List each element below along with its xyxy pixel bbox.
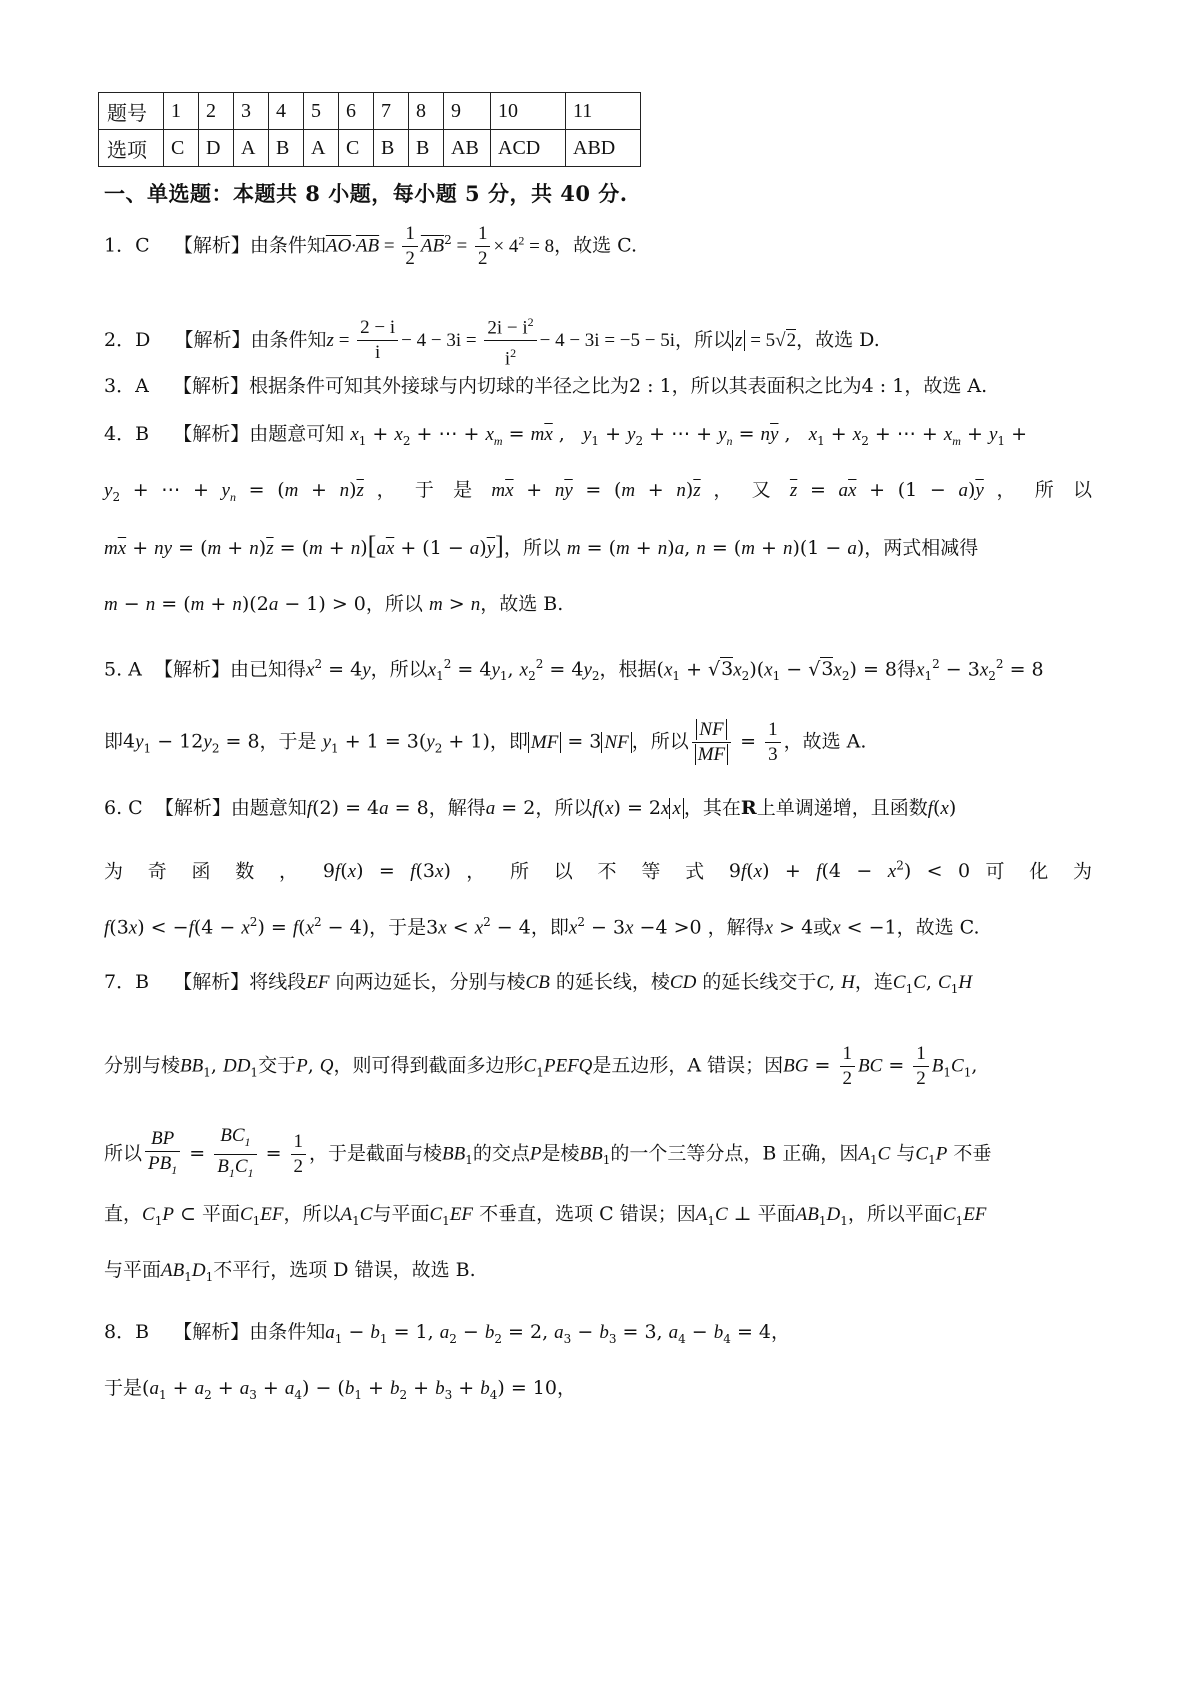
solution-text: ， — [771, 1321, 791, 1343]
question-number-cell: 10 — [491, 93, 566, 130]
answer-cell: B — [409, 130, 444, 167]
fraction: $\frac{1}{2}$ — [913, 1042, 929, 1091]
solution-text: ，其在 — [683, 797, 741, 819]
solution-7-line-3: 所以 $\frac{BP}{PB_1}$ = $\frac{BC_1}{B_1C_1}$ = $\frac{1}{2}$ ，于是截面与棱$BB_1$的交点P是棱$BB_1$的一个三等分点，B 正确，因$A_1C$ 与$C_1P$ 不垂 — [104, 1124, 1104, 1185]
solution-text: 所以 — [104, 1142, 143, 1165]
solution-text: 由题意可知 — [249, 423, 345, 445]
solution-text: ，所以 — [535, 797, 593, 819]
question-label: 7．B — [104, 971, 150, 993]
question-number-cell: 7 — [374, 93, 409, 130]
solution-text: 由题意知 — [230, 797, 307, 819]
solution-text: 上单调递增，且函数 — [756, 797, 928, 819]
answer-cell: B — [374, 130, 409, 167]
fraction: $\frac{2 - i}{i}$ — [357, 316, 398, 365]
solution-text: ，所以 — [283, 1203, 341, 1225]
solution-7-line-2: 分别与棱$BB_1$, $DD_1$交于P, Q，则可得到截面多边形$C_1PEFQ$是五边形，A 错误；因BG = $\frac{1}{2}$ BC = $\frac{1}{2}$ $B_1C_1$, — [104, 1043, 978, 1089]
solution-text: ，于是截面与棱 — [309, 1142, 443, 1165]
solution-text: ，所以 — [365, 593, 423, 615]
solution-text: 所 — [1034, 479, 1061, 501]
solution-2: 2．D 【解析】由条件知z = $\frac{2 - i}{i}$ − 4 − 3i = $\frac{2i - i^2}{i^2}$ − 4 − 3i = −5 − 5i，所以 z = 5√2，故选 D. — [104, 310, 1104, 372]
solution-7-line-5: 与平面$AB_1D_1$不平行，选项 D 错误，故选 B. — [104, 1259, 476, 1284]
analysis-tag: 【解析】 — [173, 423, 250, 445]
question-number-cell: 11 — [566, 93, 641, 130]
analysis-tag: 【解析】 — [172, 375, 249, 397]
solution-text: 即 — [104, 730, 124, 753]
solution-text: ，所以 — [370, 658, 428, 681]
solution-4-line-4: m − n = (m + n)(2a − 1) > 0，所以 m > n，故选 B. — [104, 593, 564, 615]
solution-text: 直， — [104, 1203, 143, 1225]
solution-text: 分别与棱 — [104, 1054, 181, 1077]
question-number-cell: 2 — [199, 93, 234, 130]
solution-text: 交于 — [258, 1054, 297, 1077]
answer-cell: A — [234, 130, 269, 167]
formula: $\overline{AO}\cdot\overline{AB}$ — [325, 235, 380, 257]
analysis-tag: 【解析】 — [153, 658, 230, 681]
solution-text: 平面 — [201, 1203, 240, 1225]
question-number-cell: 1 — [164, 93, 199, 130]
answer-cell: D — [199, 130, 234, 167]
solution-text: ，连 — [854, 971, 893, 993]
solution-text: ，解得 — [707, 916, 765, 939]
solution-1: 1．C 【解析】由条件知$\overline{AO}\cdot\overline{AB}$ = $\frac{1}{2}$ $\overline{AB}^2$ = $\frac{1}{2}$ × $4^2 = 8$，故选 C. — [104, 223, 638, 269]
table-row — [99, 130, 641, 167]
solution-text: 于 — [414, 479, 441, 501]
table-row — [99, 93, 641, 130]
solution-text: ，故选 C. — [554, 234, 638, 257]
solution-text: ，所以 — [503, 537, 561, 559]
solution-text: 可 化 为 — [985, 860, 1092, 883]
solution-text: 的延长线交于 — [702, 971, 817, 993]
solution-6: 6. C 【解析】由题意知f(2) = 4a = 8，解得a = 2，所以f(x) = 2x x ，其在R上单调递增，且函数f(x) — [104, 797, 957, 819]
analysis-tag: 【解析】 — [173, 1321, 250, 1343]
table-option-label: 选项 — [99, 130, 164, 167]
solution-text: 得 — [897, 658, 917, 681]
solution-text: 与平面 — [372, 1203, 430, 1225]
solution-text: ，解得 — [428, 797, 486, 819]
fraction: $\frac{2i - i^2}{i^2}$ — [484, 310, 536, 372]
question-number-cell: 3 — [234, 93, 269, 130]
solution-text: ，两式相减得 — [864, 537, 979, 559]
solution-text: 由已知得 — [230, 658, 307, 681]
solution-6-line-3: $f(3x) < -f(4 - x^2) = f(x^2 - 4)$，于是$3x < x^2 - 4$，即$x^2 - 3x -4 >0$ ，解得x > 4或x < −1，故选 C. — [104, 915, 980, 939]
answer-cell: AB — [444, 130, 491, 167]
solution-text: ，故选 C. — [896, 916, 980, 939]
solution-text: ，于是 — [259, 730, 317, 753]
answer-cell: A — [304, 130, 339, 167]
question-label: 1．C — [104, 234, 150, 257]
answer-cell: C — [339, 130, 374, 167]
question-number-cell: 6 — [339, 93, 374, 130]
solution-text: ，所以 — [631, 730, 689, 753]
solution-text: ，所以 — [675, 328, 733, 351]
analysis-tag: 【解析】 — [154, 797, 231, 819]
solution-text: 平面 — [757, 1203, 796, 1225]
solution-7-line-4: 直，$C_1P$ ⊂ 平面$C_1EF$，所以$A_1C$与平面$C_1EF$ 不垂直，选项 C 错误；因$A_1C$ ⊥ 平面$AB_1D_1$，所以平面$C_1EF$ — [104, 1203, 987, 1228]
solution-4: 4．B 【解析】由题意可知 $x_1 + x_2$ + ⋯ + $x_m = m\overline{x}$ , $y_1 + y_2$ + ⋯ + $y_n = n\overline{y}$ , $x_1 + x_2$ + ⋯ + $x_m + y_1$ + — [104, 423, 1027, 448]
solution-text: 于是 — [104, 1377, 143, 1399]
solution-text: ，故选 D. — [796, 328, 880, 351]
solution-4-line-2: $y_2$ + ⋯ + $y_n = (m + n)\overline{z}$ ， 于 是 $m\overline{x} + n\overline{y} = (m + n)\overline{z}$ ， 又 $\overline{z} = a\overline{x} + (1 - a)\overline{y}$ ， 所 以 — [104, 479, 1093, 504]
solution-5-line-2: 即$4y_1 - 12y_2 = 8$，于是 $y_1 + 1 = 3(y_2 + 1)$，即 MF = 3 NF ，所以 $\frac{NF}{MF}$ = $\frac{1}{3}$ ，故选 A. — [104, 719, 867, 765]
solution-text: 以 — [1073, 479, 1093, 501]
solution-text: 或 — [813, 916, 833, 939]
answer-cell: ACD — [491, 130, 566, 167]
solution-text: 由条件知 — [249, 1321, 326, 1343]
solution-3 — [104, 372, 1104, 400]
solution-text: 又 — [751, 479, 778, 501]
solution-7: 7．B 【解析】将线段EF 向两边延长，分别与棱CB 的延长线，棱CD 的延长线交于C, H，连$C_1C$, $C_1H$ — [104, 971, 973, 996]
analysis-tag: 【解析】 — [173, 971, 250, 993]
solution-4-line-3: $m\overline{x}$ + ny = $(m + n)\overline{z} = (m + n)[a\overline{x} + (1 - a)\overline{y}]$，所以 m = (m + n)a, n = (m + n)(1 − a)，两式相减得 — [104, 531, 979, 560]
question-number-cell: 5 — [304, 93, 339, 130]
solution-6-line-2: 为 奇 函 数 ， 9f(x) = f(3x) ， 所 以 不 等 式 $9f(x) + f(4 - x^2) < 0$ 可 化 为 — [104, 859, 1092, 883]
solution-text: ，根据 — [599, 658, 657, 681]
answer-cell: C — [164, 130, 199, 167]
question-label: 5. A — [104, 658, 142, 681]
fraction: $\frac{1}{2}$ — [402, 222, 418, 271]
section-heading: 一、单选题：本题共 8 小题，每小题 5 分，共 40 分. — [104, 181, 628, 206]
solution-text: 向两边延长，分别与棱 — [335, 971, 526, 993]
question-label: 6. C — [104, 797, 143, 819]
solution-text: 的延长线，棱 — [555, 971, 670, 993]
solution-5: 5. A 【解析】由已知得$x^2 = 4y$，所以$x_1^2 = 4y_1$, $x_2^2 = 4y_2$，根据$(x_1 + √3x_2)(x_1 - √3x_2) = 8$得$x_1^2 - 3x_2^2 = 8$ — [104, 657, 1044, 684]
answer-cell: ABD — [566, 130, 641, 167]
real-set-symbol: R — [740, 797, 757, 819]
question-number-cell: 9 — [444, 93, 491, 130]
solution-text: 的一个三等分点，B 正确，因 — [610, 1142, 859, 1165]
solution-text: ，所以平面 — [847, 1203, 943, 1225]
solution-text: ，故选 A. — [783, 730, 867, 753]
solution-text: 与平面 — [104, 1259, 162, 1281]
fraction: $\frac{BP}{PB_1}$ — [145, 1127, 180, 1182]
solution-text: 是五边形，A 错误；因 — [592, 1054, 784, 1077]
solution-text: 根据条件可知其外接球与内切球的半径之比为2 : 1，所以其表面积之比为4 : 1，故选 A. — [249, 375, 988, 397]
analysis-tag: 【解析】 — [173, 234, 250, 257]
solution-text: 将线段 — [249, 971, 307, 993]
solution-text: ， 所 以 不 等 式 — [466, 860, 714, 883]
solution-text: 不平行，选项 D 错误，故选 B. — [213, 1259, 476, 1281]
solution-text: 由条件知 — [249, 234, 326, 257]
solution-text: 为 奇 函 数 ， — [104, 860, 308, 883]
question-label: 2．D — [104, 328, 151, 351]
solution-8-line-2: 于是$(a_1 + a_2 + a_3 + a_4) - (b_1 + b_2 + b_3 + b_4) = 10$， — [104, 1377, 576, 1402]
fraction: $\frac{1}{2}$ — [475, 222, 491, 271]
solution-text: 不垂直，选项 C 错误；因 — [479, 1203, 696, 1225]
solution-text: 不垂 — [953, 1142, 992, 1165]
fraction: $\frac{1}{2}$ — [840, 1042, 856, 1091]
solution-text: ， — [556, 1377, 576, 1399]
solution-text: ，即 — [489, 730, 528, 753]
question-label: 8．B — [104, 1321, 150, 1343]
solution-8: 8．B 【解析】由条件知$a_1 - b_1 = 1$, $a_2 - b_2 = 2$, $a_3 - b_3 = 3$, $a_4 - b_4 = 4$， — [104, 1321, 791, 1346]
solution-text: ，于是 — [369, 916, 427, 939]
solution-text: 是棱 — [541, 1142, 580, 1165]
solution-text: 由条件知 — [250, 328, 327, 351]
answer-table — [98, 92, 641, 167]
fraction: $\frac{NF}{MF}$ — [692, 718, 731, 767]
question-number-cell: 8 — [409, 93, 444, 130]
question-label: 4．B — [104, 423, 150, 445]
solution-text: 与 — [896, 1142, 916, 1165]
fraction: $\frac{1}{3}$ — [765, 718, 781, 767]
solution-text: 是 — [453, 479, 479, 501]
table-header-label: 题号 — [99, 93, 164, 130]
analysis-tag: 【解析】 — [174, 328, 251, 351]
solution-text: 的交点 — [472, 1142, 530, 1165]
fraction: $\frac{1}{2}$ — [291, 1130, 307, 1179]
question-number-cell: 4 — [269, 93, 304, 130]
solution-text: ，则可得到截面多边形 — [333, 1054, 524, 1077]
answer-cell: B — [269, 130, 304, 167]
solution-text: ，即 — [530, 916, 569, 939]
question-label: 3．A — [104, 375, 149, 397]
fraction: $\frac{BC_1}{B_1C_1}$ — [214, 1124, 256, 1185]
solution-text: ，故选 B. — [480, 593, 564, 615]
